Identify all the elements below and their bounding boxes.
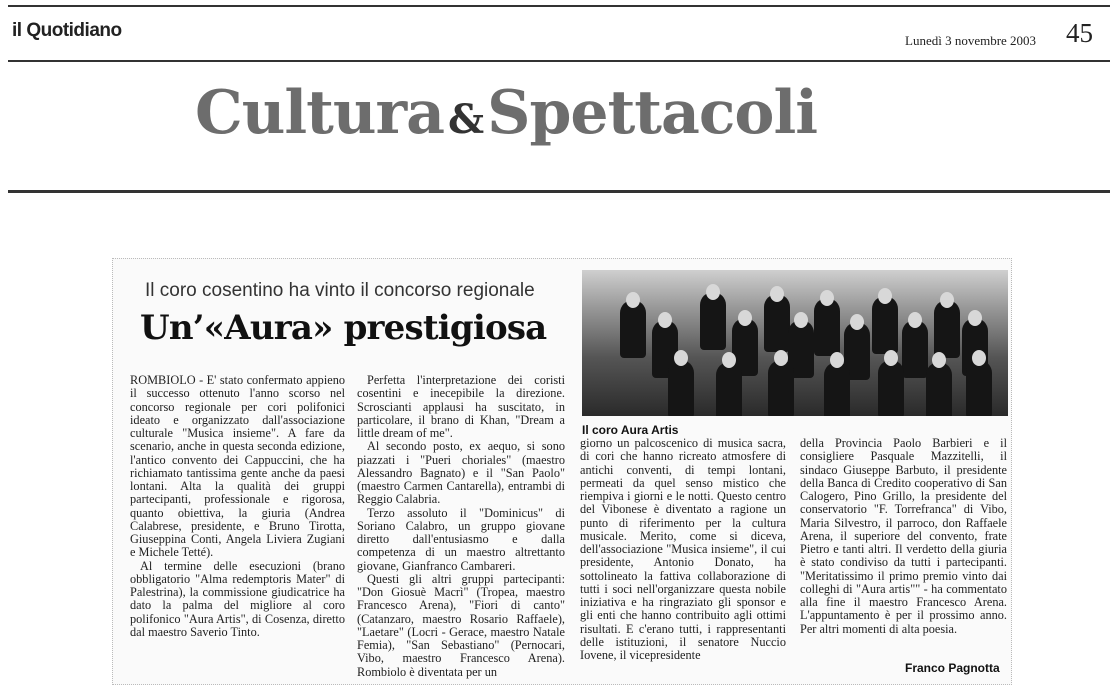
section-title-amp: & [448, 96, 484, 143]
paragraph: ROMBIOLO - E' stato confermato appieno il successo ottenuto l'anno scorso nel concorso regionale per cori polifonici ideato e organizzato dall'associazione culturale "Musica insieme". A fare da scenario, anche in questa seconda edizione, l'antico convento dei Cappuccini, che ha richiamato tantissima gente anche da paesi lontani. Alta la qualità dei gruppi partecipanti, professionale e rigorosa, quanto obiettiva, la giuria (Andrea Calabrese, presidente, e Bruno Tirotta, Giuseppina Conti, Angela Liviera Zugiani e Michele Tetté). [130, 373, 345, 560]
paragraph: Questi gli altri gruppi partecipanti: "Don Giosuè Macrì" (Tropea, maestro Francesco Arena), "Fiori di canto" (Catanzaro, maestro Rosario Raffaele), "Laetare" (Locri - Gerace, maestro Natale Femia), "San Sebastiano" (Pernocari, Vibo, maestro Francesco Arena). Rombiolo è diventata per un [357, 571, 565, 679]
section-title-right: Spettacoli [487, 78, 818, 148]
article-column-3 [580, 437, 786, 673]
paragraph: della Provincia Paolo Barbieri e il consigliere Pasquale Mazzitelli, il sindaco Giuseppe Barbuto, il presidente della Banca di Credito cooperativo di San Calogero, Pino Grillo, la presidente del conservatorio "F. Torrefranca" di Vibo, Maria Silvestro, il parroco, don Raffaele Arena, il superiore del convento, frate Pietro e tanti altri. Il verdetto della giuria è stato condiviso da tutti i partecipanti. "Meritatissimo il primo premio vinto dai colleghi di "Aura artis"" - ha commentato alla fine il maestro Francesco Arena. L'appuntamento è per il prossimo anno. Per altri momenti di alta poesia. [800, 436, 1007, 636]
issue-date: Lunedì 3 novembre 2003 [905, 33, 1037, 48]
article-headline: Un’«Aura» prestigiosa [140, 308, 547, 348]
page-number: 45 [1066, 18, 1093, 48]
section-title [195, 78, 925, 148]
article-column-1 [130, 374, 345, 666]
top-rule [8, 5, 1110, 7]
paragraph: giorno un palcoscenico di musica sacra, di cori che hanno ricreato atmosfere di antichi conventi, di tempi lontani, permeati da quel senso mistico che riempiva i giorni e le notti. Questo centro del Vibonese è diventato a ragione un punto di riferimento per la cultura musicale. Merito, come si diceva, dell'associazione "Musica insieme", il cui presidente, Antonio Donato, ha sottolineato la fattiva collaborazione di tutti i soci nell'organizzare questa nobile iniziativa e ha ringraziato gli sponsor e gli enti che hanno contribuito agli ottimi risultati. E c'erano tutti, i rappresentanti delle istituzioni, il senatore Nuccio Iovene, il vicepresidente [580, 436, 786, 662]
masthead [0, 0, 1118, 60]
paragraph: Al secondo posto, ex aequo, si sono piazzati i "Pueri choriales" (maestro Alessandro Bagnato) e il "San Paolo" (maestro Carmen Cantarella), entrambi di Reggio Calabria. [357, 439, 565, 507]
paragraph: Perfetta l'interpretazione dei coristi cosentini e inecepibile la direzione. Scroscianti applausi ha suscitato, in particolare, il brano di Khan, "Dream a little dream of me". [357, 373, 565, 440]
choir-photo [582, 270, 1008, 416]
masthead-rule [8, 60, 1110, 62]
photo-caption: Il coro Aura Artis [582, 423, 679, 437]
section-rule [8, 190, 1110, 193]
article-column-2 [357, 373, 565, 679]
article-kicker: Il coro cosentino ha vinto il concorso regionale [145, 280, 535, 301]
article-byline: Franco Pagnotta [905, 661, 1000, 675]
newspaper-logo: il Quotidiano [12, 20, 122, 41]
article-column-4 [800, 437, 1007, 659]
paragraph: Terzo assoluto il "Dominicus" di Soriano Calabro, un gruppo giovane diretto dall'entusiasmo e dalla competenza di un maestro altrettanto giovane, Gianfranco Cambareri. [357, 505, 565, 573]
paragraph: Al termine delle esecuzioni (brano obbligatorio "Alma redemptoris Mater" di Palestrina), la commissione giudicatrice ha dato la palma del migliore al coro polifonico "Aura Artis", di Cosenza, diretto dal maestro Saverio Tinto. [130, 558, 345, 639]
section-title-left: Cultura [195, 78, 444, 148]
